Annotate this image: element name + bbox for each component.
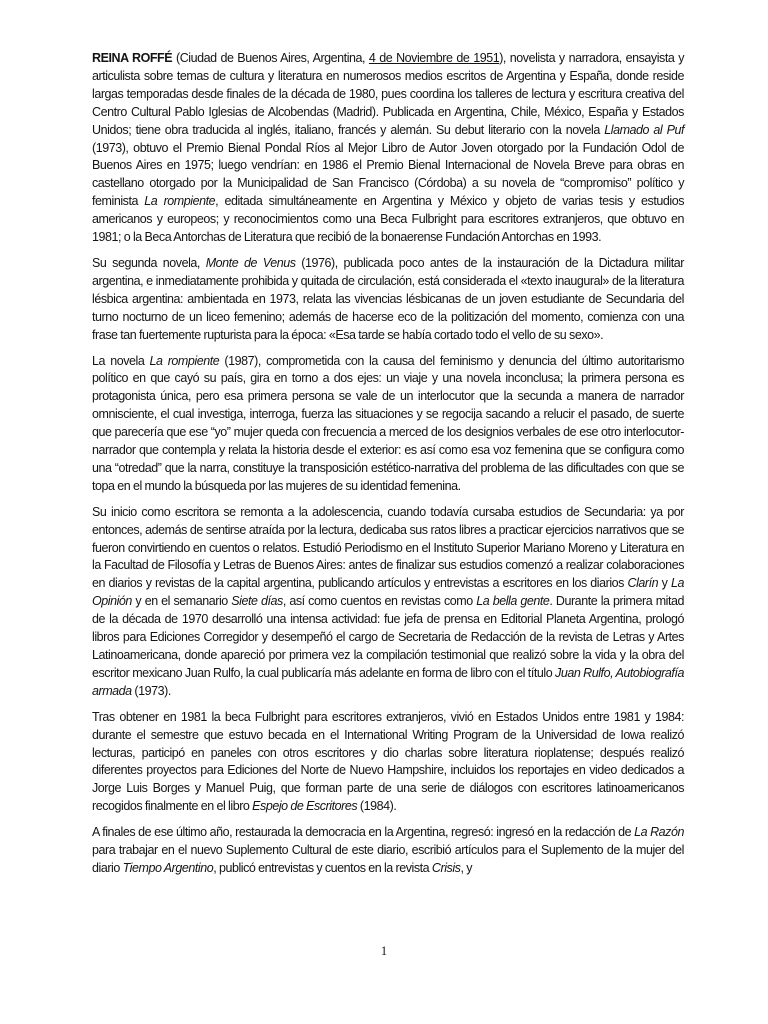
text-run: , y: [460, 860, 472, 875]
text-run: (1976), publicada poco antes de la instauración de la Dictadura militar argentina, e inmediatamente prohibida y quitada de circulación, está considerada el «texto inaugural» de la literatura lésbica argentina: ambientada en 1973, relata las vivencias lésbicanas de un joven estudiante de Secundaria del turno nocturno de un liceo femenino; además de hacerse eco de la politización del momento, comienza con una frase tan fuertemente rupturista para la época: «Esa tarde se había cortado todo el vello de su sexo».: [92, 255, 684, 342]
italic-text: Tiempo Argentino: [122, 860, 214, 875]
paragraph: [92, 255, 684, 345]
text-run: (1973), obtuvo el Premio Bienal Pondal Ríos al Mejor Libro de Autor Joven otorgado por la Fundación Odol de Buenos Aires en 1975; luego vendrían: en 1986 el Premio Bienal Internacional de Novela Breve para obras en castellano otorgado por la Municipalidad de San Francisco (Córdoba) a su novela de “compromiso” político y feminista: [92, 140, 684, 209]
text-run: (1984).: [357, 799, 397, 814]
text-run: A finales de ese último año, restaurada la democracia en la Argentina, regresó: ingresó en la redacción de: [92, 825, 635, 840]
text-run: , editada simultáneamente en Argentina y México y objeto de varias tesis y estudios americanos y europeos; y reconocimientos como una Beca Fulbright para escritores extranjeros, que obtuvo en 1981; o la Beca Antorchas de Literatura que recibió de la bonaerense Fundación Antorchas en 1993.: [92, 194, 684, 245]
text-run: y: [658, 576, 671, 591]
bold-text: REINA ROFFÉ: [92, 51, 173, 65]
italic-text: La rompiente: [149, 353, 220, 368]
italic-text: Espejo de Escritores: [252, 799, 358, 814]
text-run: , así como cuentos en revistas como: [282, 594, 477, 609]
document-body: [92, 50, 684, 878]
text-run: y en el semanario: [131, 594, 232, 609]
paragraph: [92, 353, 684, 496]
italic-text: Crisis: [431, 860, 461, 875]
text-run: (1973).: [131, 683, 171, 698]
italic-text: La rompiente: [144, 194, 216, 209]
italic-text: Juan Rulfo, Autobiografía armada: [92, 665, 684, 698]
text-run: Su inicio como escritora se remonta a la adolescencia, cuando todavía cursaba estudios de Secundaria: ya por entonces, además de sentirse atraída por la lectura, dedicaba sus ratos libres a practicar ejercicios narrativos que se fueron convirtiendo en cuentos o relatos. Estudió Periodismo en el Instituto Superior Mariano Moreno y Literatura en la Facultad de Filosofía y Letras de Buenos Aires: antes de finalizar sus estudios comenzó a realizar colaboraciones en diarios y revistas de la capital argentina, publicando artículos y entrevistas a escritores en los diarios: [92, 504, 684, 591]
text-run: Su segunda novela,: [92, 255, 206, 270]
italic-text: La bella gente: [476, 594, 550, 609]
paragraph: [92, 50, 684, 247]
text-run: Tras obtener en 1981 la beca Fulbright para escritores extranjeros, vivió en Estados Unidos entre 1981 y 1984: durante el semestre que estuvo becada en el International Writing Program de la Universidad de Iowa realizó lecturas, participó en paneles con otros escritores y dio charlas sobre literatura rioplatense; después realizó diferentes proyectos para Ediciones del Norte de Nuevo Hampshire, incluidos los reportajes en video dedicados a Jorge Luis Borges y Manuel Puig, que forman parte de una serie de diálogos con escritores latinoamericanos recogidos finalmente en el libro: [92, 709, 684, 814]
italic-text: Siete días: [231, 594, 283, 609]
text-run: La novela: [92, 353, 150, 368]
italic-text: Llamado al Puf: [604, 122, 684, 137]
paragraph: [92, 504, 684, 701]
text-run: para trabajar en el nuevo Suplemento Cultural de este diario, escribió artículos para el Suplemento de la mujer del diario: [92, 843, 684, 875]
paragraph: [92, 709, 684, 816]
text-run: . Durante la primera mitad de la década de 1970 desarrolló una intensa actividad: fue jefa de prensa en Editorial Planeta Argentina, prologó libros para Ediciones Corregidor y desempeñó el cargo de Secretaria de Redacción de la revista de Letras y Artes Latinoamericana, donde apareció por primera vez la compilación testimonial que realizó sobre la vida y la obra del escritor mexicano Juan Rulfo, la cual publicaría más adelante en forma de libro con el título: [92, 594, 685, 680]
italic-text: La Opinión: [92, 576, 684, 609]
italic-text: Clarín: [627, 576, 659, 591]
text-run: (Ciudad de Buenos Aires, Argentina,: [172, 51, 369, 65]
page-number: 1: [380, 944, 388, 958]
text-run: ), novelista y narradora, ensayista y articulista sobre temas de cultura y literatura en numerosos medios escritos de Argentina y España, donde reside largas temporadas desde finales de la década de 1980, pues coordina los talleres de lectura y escritura creativa del Centro Cultural Pablo Iglesias de Alcobendas (Madrid). Publicada en Argentina, Chile, México, España y Estados Unidos; tiene obra traducida al inglés, italiano, francés y alemán. Su debut literario con la novela: [92, 51, 684, 137]
underlined-text: 4 de Noviembre de 1951: [368, 51, 500, 65]
text-run: (1987), comprometida con la causa del feminismo y denuncia del último autoritarismo político en que cayó su país, gira en torno a dos ejes: un viaje y una novela inconclusa; la primera persona es protagonista única, pero esa primera persona se vale de un interlocutor que la secunda a manera de narrador omnisciente, el cual investiga, interroga, fuerza las situaciones y se regocija sacando a relucir el pasado, de suerte que parecería que ese “yo” mujer queda con frecuencia a merced de los designios verbales de ese otro interlocutor-narrador que contempla y relata la historia desde el exterior: es así como esa voz femenina que se configura como una “otredad” que la narra, constituye la transposición estético-narrativa del problema de las dificultades con que se topa en el mundo la búsqueda por las mujeres de su identidad femenina.: [92, 353, 685, 493]
italic-text: La Razón: [634, 825, 684, 840]
text-run: , publicó entrevistas y cuentos en la revista: [213, 860, 432, 875]
paragraph: [92, 824, 684, 878]
italic-text: Monte de Venus: [205, 255, 296, 270]
